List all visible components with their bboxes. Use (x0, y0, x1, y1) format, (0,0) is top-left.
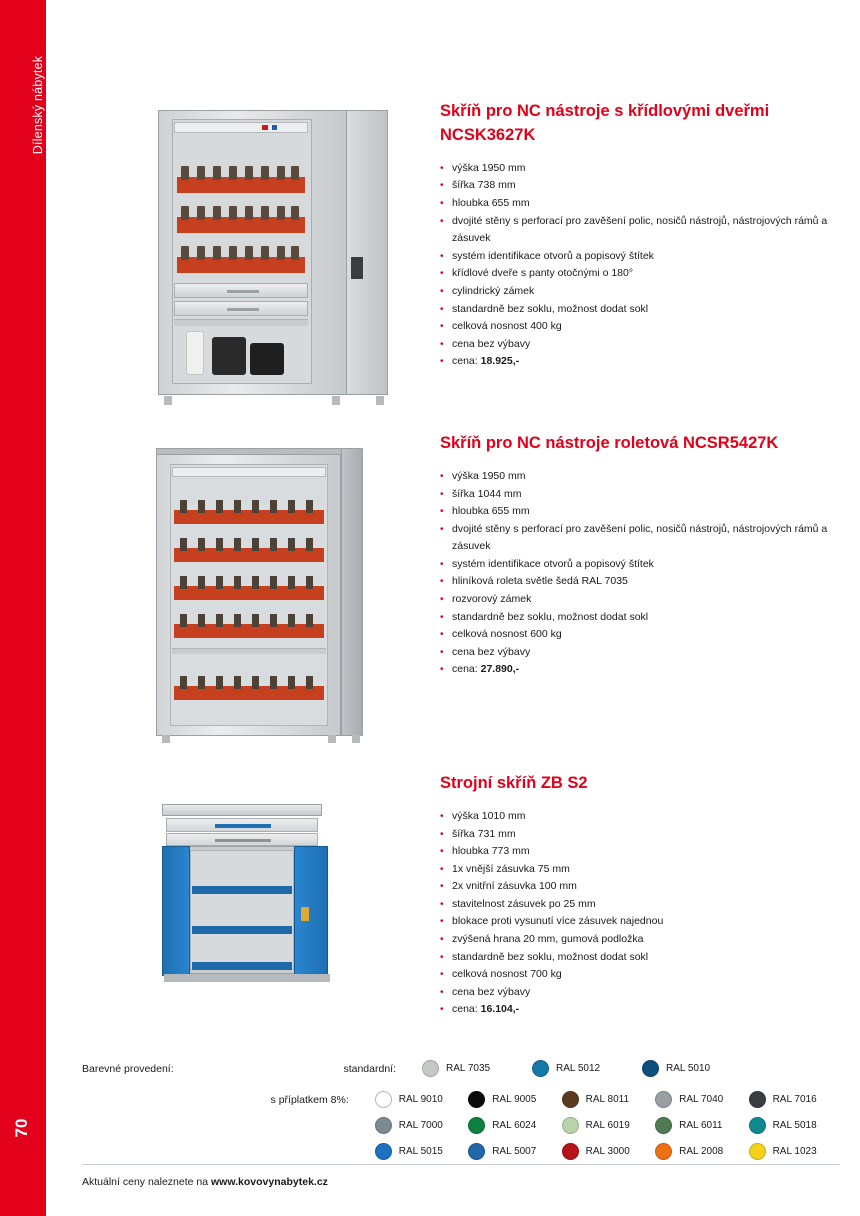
spec-item-price (440, 1001, 840, 1019)
color-swatch-ral5012[interactable] (532, 1060, 642, 1077)
price-label: cena: (452, 1003, 481, 1016)
swatch-circle (532, 1060, 549, 1077)
swatch-circle (655, 1117, 672, 1134)
spec-item: • hloubka 773 mm (440, 843, 840, 861)
cabinet-interior (190, 850, 294, 970)
swatch-label: RAL 6011 (679, 1120, 723, 1131)
footer-link[interactable]: www.kovovynabytek.cz (211, 1176, 328, 1188)
spec-item: • cena bez výbavy (440, 336, 840, 354)
spec-item-price (440, 661, 840, 679)
cabinet-base (164, 974, 330, 982)
price-value: 18.925,- (480, 355, 520, 368)
tool-rack (174, 586, 324, 600)
indicator-red (262, 125, 268, 130)
product-title: Skříň pro NC nástroje s křídlovými dveřmi NCSK3627K (440, 102, 770, 144)
spec-item: • zvýšená hrana 20 mm, gumová podložka (440, 931, 840, 949)
color-swatch-ral2008[interactable] (655, 1143, 748, 1160)
shelf (192, 886, 292, 894)
color-swatch-ral9010[interactable] (375, 1091, 468, 1108)
cabinet-foot (328, 735, 336, 743)
spec-item: • celková nosnost 400 kg (440, 318, 840, 336)
color-swatch-ral5010[interactable] (642, 1060, 752, 1077)
color-swatch-ral3000[interactable] (562, 1143, 655, 1160)
shelf (172, 648, 326, 654)
spec-item: • hloubka 655 mm (440, 195, 840, 213)
product-image-ncsr5427k (150, 448, 400, 743)
color-row-surcharge-1 (82, 1091, 842, 1108)
tool-rack (177, 257, 305, 273)
cabinet-door (346, 110, 388, 395)
color-swatch-ral6024[interactable] (468, 1117, 561, 1134)
cabinet-foot (376, 396, 384, 405)
swatch-circle (642, 1060, 659, 1077)
swatch-label: RAL 5012 (556, 1063, 601, 1074)
tool-rack (174, 624, 324, 638)
swatch-circle (749, 1143, 766, 1160)
swatch-label: RAL 7040 (679, 1094, 724, 1105)
spec-item: • cena bez výbavy (440, 644, 840, 662)
swatch-circle (468, 1091, 485, 1108)
spec-item: • hliníková roleta světle šedá RAL 7035 (440, 573, 840, 591)
product-info-zb-s2 (440, 772, 840, 1019)
color-row-surcharge-3 (82, 1143, 842, 1160)
spec-item: • dvojité stěny s perforací pro zavěšení polic, nosičů nástrojů, nástrojových rámů a zásuvek (440, 213, 840, 248)
spec-item: • systém identifikace otvorů a popisový štítek (440, 248, 840, 266)
color-swatch-ral8011[interactable] (562, 1091, 655, 1108)
color-swatch-ral6011[interactable] (655, 1117, 748, 1134)
footer-note (82, 1176, 328, 1188)
color-section-title: Barevné provedení: (82, 1062, 174, 1075)
swatch-label: RAL 7035 (446, 1063, 491, 1074)
canister-item (212, 337, 246, 375)
spec-item: • křídlové dveře s panty otočnými o 180° (440, 265, 840, 283)
spec-item: • 1x vnější zásuvka 75 mm (440, 861, 840, 879)
cabinet-foot (332, 396, 340, 405)
drawer (174, 301, 308, 316)
shelf (192, 962, 292, 970)
color-swatch-ral1023[interactable] (749, 1143, 842, 1160)
spec-item: • šířka 731 mm (440, 826, 840, 844)
swatch-label: RAL 7016 (772, 1094, 817, 1105)
swatch-label: RAL 6024 (492, 1120, 537, 1131)
tool-rack (174, 510, 324, 524)
lock-icon (351, 257, 363, 279)
footer-text: Aktuální ceny naleznete na (82, 1176, 212, 1188)
swatch-label: RAL 3000 (585, 1146, 630, 1157)
swatch-circle (749, 1117, 766, 1134)
footer-divider (82, 1164, 840, 1165)
tool-rack (174, 686, 324, 700)
swatch-circle (749, 1091, 766, 1108)
swatch-label: RAL 9005 (492, 1094, 537, 1105)
product-spec-list (440, 468, 840, 679)
cabinet-door-right (294, 846, 328, 976)
shutter-rail (172, 467, 326, 477)
swatch-circle (655, 1091, 672, 1108)
swatch-label: RAL 9010 (398, 1094, 443, 1105)
color-swatch-ral9005[interactable] (468, 1091, 561, 1108)
spec-item: • výška 1950 mm (440, 160, 840, 178)
swatch-circle (562, 1117, 579, 1134)
swatch-circle (375, 1143, 392, 1160)
color-options-section (82, 1060, 842, 1169)
surcharge-label: s příplatkem 8%: (270, 1093, 349, 1106)
indicator-blue (272, 125, 277, 130)
product-image-ncsk3627k (150, 105, 390, 405)
color-swatch-ral7035[interactable] (422, 1060, 532, 1077)
swatch-circle (375, 1091, 392, 1108)
swatch-label: RAL 8011 (585, 1094, 630, 1105)
swatch-circle (422, 1060, 439, 1077)
sidebar-category-label: Dílenský nábytek (31, 55, 45, 155)
product-image-zb-s2 (150, 800, 400, 1000)
swatch-circle (468, 1117, 485, 1134)
lock-icon (301, 907, 309, 921)
spec-item: • šířka 738 mm (440, 177, 840, 195)
product-title: Skříň pro NC nástroje roletová NCSR5427K (440, 434, 779, 452)
price-label: cena: (452, 663, 481, 676)
spec-item: • standardně bez soklu, možnost dodat sokl (440, 949, 840, 967)
drawer-outer (166, 818, 318, 832)
spec-item: • dvojité stěny s perforací pro zavěšení polic, nosičů nástrojů, nástrojových rámů a zásuvek (440, 521, 840, 556)
bottle-item (186, 331, 204, 375)
tool-rack (177, 217, 305, 233)
spec-item: • standardně bez soklu, možnost dodat sokl (440, 301, 840, 319)
spec-item: • stavitelnost zásuvek po 25 mm (440, 896, 840, 914)
swatch-circle (655, 1143, 672, 1160)
page-number: 70 (12, 1118, 31, 1138)
spec-item: • blokace proti vysunutí více zásuvek najednou (440, 913, 840, 931)
drawer (174, 283, 308, 298)
color-swatch-ral7000[interactable] (375, 1117, 468, 1134)
cabinet-worktop (162, 804, 322, 816)
cabinet-foot (164, 396, 172, 405)
color-swatch-ral7016[interactable] (749, 1091, 842, 1108)
product-spec-list (440, 160, 840, 371)
swatch-circle (468, 1143, 485, 1160)
cabinet-top-strip (174, 122, 308, 133)
spec-item: • výška 1950 mm (440, 468, 840, 486)
spec-item: • rozvorový zámek (440, 591, 840, 609)
price-value: 27.890,- (480, 663, 520, 676)
color-row-surcharge-2 (82, 1117, 842, 1134)
swatch-label: RAL 7000 (398, 1120, 443, 1131)
swatch-label: RAL 1023 (772, 1146, 817, 1157)
shelf (192, 926, 292, 934)
color-swatch-ral5015[interactable] (375, 1143, 468, 1160)
swatch-label: RAL 5007 (492, 1146, 537, 1157)
cabinet-side-panel (341, 448, 363, 736)
product-info-ncsk3627k (440, 100, 840, 371)
swatch-circle (375, 1117, 392, 1134)
spec-item: • cylindrický zámek (440, 283, 840, 301)
swatch-label: RAL 6019 (585, 1120, 630, 1131)
swatch-label: RAL 5018 (772, 1120, 817, 1131)
swatch-circle (562, 1091, 579, 1108)
swatch-label: RAL 2008 (679, 1146, 724, 1157)
cabinet-door-left (162, 846, 190, 976)
color-row-standard (82, 1060, 842, 1077)
swatch-circle (562, 1143, 579, 1160)
sidebar-red-bar (0, 0, 46, 1216)
product-info-ncsr5427k (440, 432, 840, 679)
spec-item: • celková nosnost 700 kg (440, 966, 840, 984)
shelf (174, 319, 308, 326)
color-swatch-ral5018[interactable] (749, 1117, 842, 1134)
tool-rack (177, 177, 305, 193)
product-spec-list (440, 808, 840, 1019)
spec-item: • hloubka 655 mm (440, 503, 840, 521)
cabinet-foot (352, 735, 360, 743)
spec-item: • celková nosnost 600 kg (440, 626, 840, 644)
color-swatch-ral6019[interactable] (562, 1117, 655, 1134)
product-title: Strojní skříň ZB S2 (440, 774, 588, 792)
tool-rack (174, 548, 324, 562)
standard-label: standardní: (343, 1062, 396, 1075)
swatch-label: RAL 5015 (398, 1146, 443, 1157)
swatch-label: RAL 5010 (666, 1063, 711, 1074)
spec-item: • 2x vnitřní zásuvka 100 mm (440, 878, 840, 896)
spec-item: • cena bez výbavy (440, 984, 840, 1002)
spec-item: • šířka 1044 mm (440, 486, 840, 504)
color-swatch-ral7040[interactable] (655, 1091, 748, 1108)
cabinet-foot (162, 735, 170, 743)
canister-item (250, 343, 284, 375)
price-label: cena: (452, 355, 481, 368)
spec-item-price (440, 353, 840, 371)
color-swatch-ral5007[interactable] (468, 1143, 561, 1160)
spec-item: • standardně bez soklu, možnost dodat sokl (440, 609, 840, 627)
drawer-inner (166, 833, 318, 846)
spec-item: • systém identifikace otvorů a popisový štítek (440, 556, 840, 574)
spec-item: • výška 1010 mm (440, 808, 840, 826)
price-value: 16.104,- (480, 1003, 520, 1016)
